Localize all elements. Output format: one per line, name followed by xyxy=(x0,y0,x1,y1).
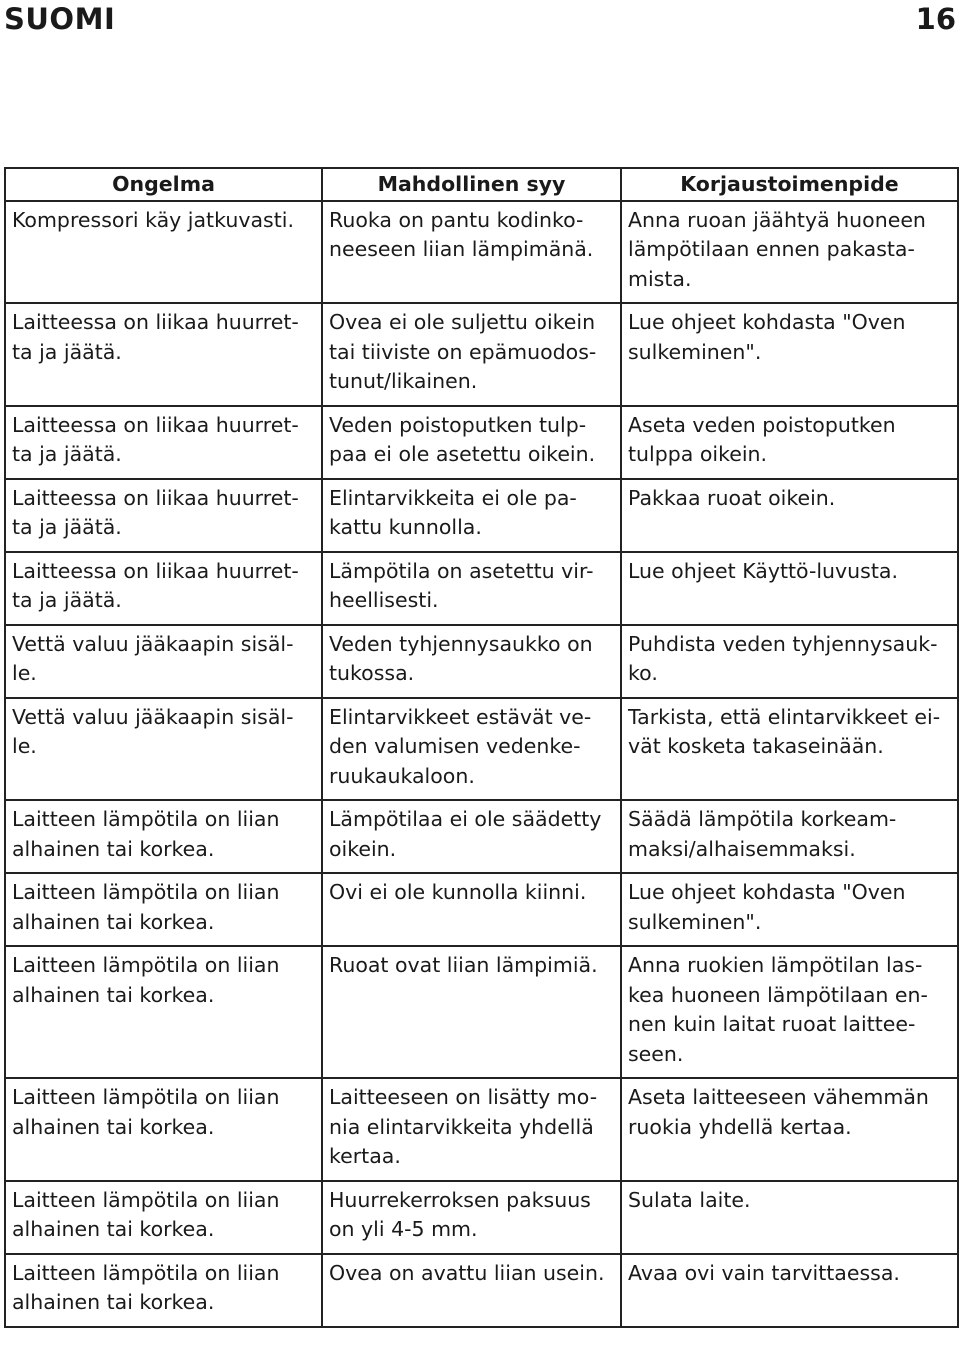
cell-text-line: Laitteessa on liikaa huurret- xyxy=(12,412,299,437)
table-row xyxy=(5,406,958,479)
problem-cell xyxy=(5,479,322,552)
cell-text-line: Laitteeseen on lisätty mo- xyxy=(329,1085,598,1109)
cell-text-line: kea huoneen lämpötilaan en- xyxy=(628,982,928,1007)
cell-text-line: den valumisen vedenke- xyxy=(329,734,581,758)
table-row xyxy=(5,800,958,873)
cell-text-line: Aseta veden poistoputken xyxy=(628,412,896,437)
table-row xyxy=(5,479,958,552)
problem-cell xyxy=(5,303,322,406)
cell-text-line: Lue ohjeet kohdasta "Oven xyxy=(628,310,906,334)
cell-text-line: Laitteen lämpötila on liian xyxy=(12,880,280,904)
cell-text-line: alhainen tai korkea. xyxy=(12,982,215,1007)
cell-text-line: Lämpötilaa ei ole säädetty xyxy=(329,807,602,831)
remedy-cell xyxy=(621,800,958,873)
remedy-cell xyxy=(621,946,958,1078)
cause-cell xyxy=(322,1254,621,1327)
cause-cell xyxy=(322,1181,621,1254)
cell-text-line: vät kosketa takaseinään. xyxy=(628,734,884,758)
cell-text-line: Laitteen lämpötila on liian xyxy=(12,807,280,831)
cell-text-line: ta ja jäätä. xyxy=(12,588,122,612)
remedy-cell xyxy=(621,873,958,946)
remedy-cell xyxy=(621,1078,958,1181)
problem-cell xyxy=(5,406,322,479)
remedy-cell xyxy=(621,201,958,304)
cause-cell xyxy=(322,800,621,873)
cell-text-line: paa ei ole asetettu oikein. xyxy=(329,442,596,466)
cell-text-line: neeseen liian lämpimänä. xyxy=(329,237,594,261)
cell-text-line: nia elintarvikkeita yhdellä xyxy=(329,1114,594,1139)
cause-cell xyxy=(322,552,621,625)
cell-text-line: maksi/alhaisemmaksi. xyxy=(628,836,856,861)
cell-text-line: Veden tyhjennysaukko on xyxy=(329,631,593,656)
section-title: SUOMI xyxy=(4,2,116,36)
cell-text-line: Ovi ei ole kunnolla kiinni. xyxy=(329,880,587,904)
cell-text-line: Ovea ei ole suljettu oikein xyxy=(329,310,596,334)
remedy-cell xyxy=(621,625,958,698)
table-row xyxy=(5,552,958,625)
cell-text-line: Elintarvikkeita ei ole pa- xyxy=(329,485,577,510)
problem-cell xyxy=(5,625,322,698)
table-body xyxy=(5,201,958,1327)
remedy-cell xyxy=(621,479,958,552)
cell-text-line: kattu kunnolla. xyxy=(329,515,482,539)
cell-text-line: Ovea on avattu liian usein. xyxy=(329,1260,605,1285)
cell-text-line: Laitteen lämpötila on liian xyxy=(12,1260,280,1285)
cell-text-line: ta ja jäätä. xyxy=(12,515,122,539)
cell-text-line: kertaa. xyxy=(329,1144,401,1168)
column-header-problem: Ongelma xyxy=(5,168,322,201)
cell-text-line: seen. xyxy=(628,1041,684,1066)
cell-text-line: Tarkista, että elintarvikkeet ei- xyxy=(628,704,941,729)
cell-text-line: Laitteen lämpötila on liian xyxy=(12,1187,280,1212)
cell-text-line: tai tiiviste on epämuodos- xyxy=(329,339,597,364)
problem-cell xyxy=(5,800,322,873)
cell-text-line: Aseta laitteeseen vähemmän xyxy=(628,1085,929,1109)
cell-text-line: Anna ruoan jäähtyä huoneen xyxy=(628,207,926,232)
cause-cell xyxy=(322,1078,621,1181)
cell-text-line: nen kuin laitat ruoat laittee- xyxy=(628,1012,916,1036)
problem-cell xyxy=(5,552,322,625)
table-row xyxy=(5,946,958,1078)
column-header-cause: Mahdollinen syy xyxy=(322,168,621,201)
problem-cell xyxy=(5,873,322,946)
cell-text-line: Vettä valuu jääkaapin sisäl- xyxy=(12,631,294,656)
cause-cell xyxy=(322,625,621,698)
cell-text-line: oikein. xyxy=(329,836,397,861)
table-header-row xyxy=(5,168,958,201)
remedy-cell xyxy=(621,698,958,801)
cell-text-line: Vettä valuu jääkaapin sisäl- xyxy=(12,704,294,729)
cell-text-line: Laitteessa on liikaa huurret- xyxy=(12,310,299,334)
cell-text-line: ta ja jäätä. xyxy=(12,339,122,364)
cell-text-line: Lue ohjeet Käyttö-luvusta. xyxy=(628,558,898,583)
troubleshooting-table xyxy=(4,167,959,1328)
problem-cell xyxy=(5,1181,322,1254)
cell-text-line: lämpötilaan ennen pakasta- xyxy=(628,237,915,261)
cause-cell xyxy=(322,406,621,479)
cell-text-line: heellisesti. xyxy=(329,588,439,612)
table-row xyxy=(5,698,958,801)
remedy-cell xyxy=(621,552,958,625)
problem-cell xyxy=(5,1078,322,1181)
column-header-remedy: Korjaustoimenpide xyxy=(621,168,958,201)
cell-text-line: Ruoat ovat liian lämpimiä. xyxy=(329,953,598,977)
cause-cell xyxy=(322,946,621,1078)
cell-text-line: sulkeminen". xyxy=(628,909,762,934)
cause-cell xyxy=(322,201,621,304)
cell-text-line: ruukaukaloon. xyxy=(329,763,475,788)
cell-text-line: Puhdista veden tyhjennysauk- xyxy=(628,631,938,656)
table-row xyxy=(5,201,958,304)
cell-text-line: alhainen tai korkea. xyxy=(12,1217,215,1241)
cell-text-line: le. xyxy=(12,661,37,685)
cell-text-line: tulppa oikein. xyxy=(628,442,768,466)
cell-text-line: alhainen tai korkea. xyxy=(12,836,215,861)
cell-text-line: Laitteessa on liikaa huurret- xyxy=(12,485,299,510)
cell-text-line: ko. xyxy=(628,661,658,685)
remedy-cell xyxy=(621,1254,958,1327)
problem-cell xyxy=(5,1254,322,1327)
cell-text-line: Laitteen lämpötila on liian xyxy=(12,953,280,977)
problem-cell xyxy=(5,201,322,304)
cell-text-line: Laitteen lämpötila on liian xyxy=(12,1085,280,1109)
cell-text-line: tukossa. xyxy=(329,661,415,685)
cell-text-line: Pakkaa ruoat oikein. xyxy=(628,485,836,510)
table-row xyxy=(5,1181,958,1254)
remedy-cell xyxy=(621,406,958,479)
cell-text-line: Lämpötila on asetettu vir- xyxy=(329,558,594,583)
cell-text-line: Laitteessa on liikaa huurret- xyxy=(12,558,299,583)
cell-text-line: Anna ruokien lämpötilan las- xyxy=(628,953,923,977)
table-row xyxy=(5,1078,958,1181)
remedy-cell xyxy=(621,303,958,406)
cell-text-line: Avaa ovi vain tarvittaessa. xyxy=(628,1260,900,1285)
problem-cell xyxy=(5,946,322,1078)
cell-text-line: ta ja jäätä. xyxy=(12,442,122,466)
problem-cell xyxy=(5,698,322,801)
table-row xyxy=(5,1254,958,1327)
cell-text-line: sulkeminen". xyxy=(628,339,762,364)
cell-text-line: alhainen tai korkea. xyxy=(12,909,215,934)
cause-cell xyxy=(322,479,621,552)
page-header xyxy=(0,0,960,40)
cause-cell xyxy=(322,873,621,946)
table-row xyxy=(5,303,958,406)
cell-text-line: mista. xyxy=(628,266,692,291)
cell-text-line: Huurrekerroksen paksuus xyxy=(329,1187,591,1212)
cell-text-line: alhainen tai korkea. xyxy=(12,1114,215,1139)
cell-text-line: Kompressori käy jatkuvasti. xyxy=(12,207,294,232)
cause-cell xyxy=(322,698,621,801)
cell-text-line: ruokia yhdellä kertaa. xyxy=(628,1114,852,1139)
cell-text-line: Säädä lämpötila korkeam- xyxy=(628,807,897,831)
cell-text-line: Veden poistoputken tulp- xyxy=(329,412,587,437)
cell-text-line: on yli 4-5 mm. xyxy=(329,1217,478,1241)
table-row xyxy=(5,873,958,946)
table-row xyxy=(5,625,958,698)
page-number: 16 xyxy=(915,2,956,36)
cell-text-line: Sulata laite. xyxy=(628,1187,751,1212)
cell-text-line: le. xyxy=(12,734,37,758)
cell-text-line: alhainen tai korkea. xyxy=(12,1290,215,1314)
cell-text-line: tunut/likainen. xyxy=(329,369,478,393)
remedy-cell xyxy=(621,1181,958,1254)
cell-text-line: Elintarvikkeet estävät ve- xyxy=(329,704,592,729)
cell-text-line: Lue ohjeet kohdasta "Oven xyxy=(628,880,906,904)
cell-text-line: Ruoka on pantu kodinko- xyxy=(329,207,584,232)
cause-cell xyxy=(322,303,621,406)
